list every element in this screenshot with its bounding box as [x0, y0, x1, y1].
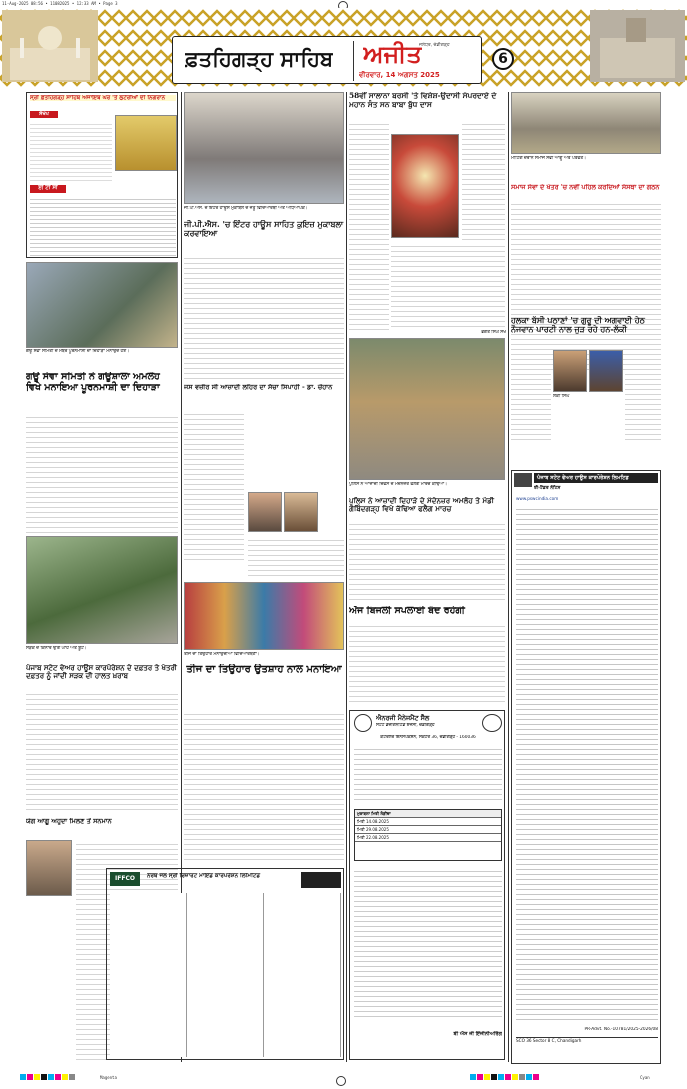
column-rule	[508, 92, 509, 1062]
road-headline: ਪੰਜਾਬ ਸਟੇਟ ਵੇਅਰ ਹਾਊਸ ਕਾਰਪੋਰੇਸ਼ਨ ਦੇ ਦਫ਼ਤਰ ਤੇ ਖੇਤਰੀ ਦਫ਼ਤਰ ਨੂੰ ਜਾਂਦੀ ਸੜਕ ਦੀ ਹਾਲਤ ਖ਼ਰਾਬ	[26, 664, 177, 681]
teej-caption: ਤੀਜ ਦਾ ਤਿਉਹਾਰ ਮਨਾਉਂਦੀਆਂ ਵਿਦਿਆਰਥਣਾਂ।	[184, 652, 260, 657]
warehouse-subtitle: ਈ-ਟੈਂਡਰ ਨੋਟਿਸ	[534, 486, 561, 491]
meeting-photo	[511, 92, 661, 154]
kabaddi-body	[184, 410, 244, 560]
road-photo	[26, 536, 178, 644]
energy-table-row: ਮਿਤੀ 14.08.2025	[355, 818, 501, 826]
house-comp-headline: ਜੀ.ਪੀ.ਐਸ. 'ਚ ਇੰਟਰ ਹਾਊਸ ਸਾਹਿਤ ਕੁਇਜ਼ ਮੁਕਾਬਲਾ ਕਰਵਾਇਆ	[184, 220, 344, 239]
bottom-slug-right: Cyan	[640, 1075, 650, 1080]
barsi-byline: ਭਗਤ ਸਿੰਘ ਸੇਖੋਂ	[481, 330, 506, 335]
barsi-headline: 58ਵੀਂ ਸਾਲਾਨਾ ਬਰਸੀ 'ਤੇ ਵਿਸ਼ੇਸ਼-ਉਦਾਸੀ ਸੰਪਰਦਾਏ ਦੇ ਮਹਾਨ ਸੰਤ ਸਨ ਬਾਬਾ ਬੁੱਧ ਦਾਸ	[349, 92, 497, 109]
gurdwara-body-2	[30, 196, 176, 256]
kabaddi-headline: ਜਸ ਵਜ਼ੀਰ ਸੀ ਆਜ਼ਾਦੀ ਲਹਿਰ ਦਾ ਸੱਚਾ ਸਿਪਾਹੀ - ਡਾ. ਚੌਹਾਨ	[184, 384, 333, 391]
masthead-tagline: ਜਲੰਧਰ, ਚੰਡੀਗੜ੍ਹ	[419, 43, 450, 48]
iffco-badge	[301, 872, 341, 888]
etc-tag: ਈ ਟੀ ਸੀ	[30, 185, 66, 193]
halqa-photo-label: ਲੱਕੀ ਸਿੰਘ	[553, 394, 570, 399]
energy-subtitle: ਸਟੇਟ ਡੈਜ਼ੀਗਨੇਟਿਡ ਏਜੰਸੀ, ਚੰਡੀਗੜ੍ਹ	[376, 723, 435, 728]
warehouse-title: ਪੰਜਾਬ ਸਟੇਟ ਵੇਅਰ ਹਾਊਸ ਕਾਰਪੋਰੇਸ਼ਨ ਲਿਮਟਿਡ	[534, 473, 658, 483]
saint-photo	[391, 134, 459, 238]
masthead-date: ਵੀਰਵਾਰ, 14 ਅਗਸਤ 2025	[359, 71, 440, 79]
iffco-logo: IFFCO	[110, 872, 140, 886]
golden-shrine-photo	[115, 115, 177, 171]
energy-table-head: ਮੁਕਾਬਲਾ ਮਿਤੀ ਲੋੜੀਂਦਾ	[355, 810, 501, 818]
road-caption: ਸੜਕ ਦੇ ਕਿਨਾਰੇ ਉੱਗੇ ਘਾਹ ਅਤੇ ਬੂਟੇ।	[26, 646, 87, 651]
energy-sign-name: ਬੀ ਐਸ ਜੀ ਇੰਜੀਨੀਅਰਿੰਗ	[453, 1031, 502, 1037]
bijli-body	[349, 622, 505, 706]
halqa-body-2	[625, 340, 661, 440]
energy-title: ਐਨਰਜੀ ਮੈਨੇਜਮੈਂਟ ਸੈੱਲ	[376, 714, 430, 722]
sub-label: ਸੰਖੇਪ	[30, 111, 58, 118]
masthead-paper-name: ਅਜੀਤ	[363, 39, 422, 68]
halqa-photo-2	[589, 350, 623, 392]
warehouse-contact: PR-Advt. No.-10781/2025-2026/08	[584, 1027, 658, 1032]
house-comp-photo	[184, 92, 344, 204]
sewa-samiti-photo	[26, 262, 178, 348]
gau-headline: ਗਊ ਸੇਵਾ ਸਮਿਤੀ ਨੇ ਗਊਸ਼ਾਲਾ ਅਮਲੋਹ ਵਿਖੇ ਮਨਾਇਆ ਪੂਰਨਮਾਸ਼ੀ ਦਾ ਦਿਹਾੜਾ	[26, 372, 160, 393]
teej-body	[184, 710, 344, 860]
barsi-body-2	[462, 120, 505, 240]
teej-photo	[184, 582, 344, 650]
energy-body-2	[354, 867, 502, 1017]
halqa-photo-1	[553, 350, 587, 392]
bottom-slug: Magenta	[100, 1075, 117, 1080]
bee-logo-icon	[482, 714, 502, 732]
halqa-body	[511, 340, 551, 440]
masthead-divider	[353, 41, 354, 81]
gurdwara-story	[26, 92, 178, 258]
kabaddi-body-2	[248, 536, 344, 580]
police-body	[349, 520, 505, 602]
masthead-box	[172, 36, 482, 84]
page-number: 6	[492, 48, 514, 70]
house-comp-caption: ਜੀ.ਪੀ.ਐਸ. ਦੇ ਇੰਟਰ ਹਾਊਸ ਮੁਕਾਬਲੇ ਦੇ ਜੇਤੂ ਵਿਦਿਆਰਥੀ ਅਤੇ ਅਧਿਆਪਕ।	[184, 206, 308, 211]
print-slug: 11-Aug-2025 08:56 • 11082025 • 12:33 AM • Page 3	[2, 1, 118, 6]
energy-ad	[349, 710, 505, 1060]
masthead-city: ਫ਼ਤਹਿਗੜ੍ਹ ਸਾਹਿਬ	[185, 46, 334, 71]
road-body	[26, 690, 178, 810]
iffco-table	[110, 893, 342, 1057]
barsi-body-3	[391, 242, 505, 330]
registration-mark-icon	[336, 1076, 346, 1086]
energy-org: ਕੰਟਰੋਲਰ ਇਨਸਪੈਕਸ਼ਨ, ਸੈਕਟਰ 36, ਚੰਡੀਗੜ੍ਹ - 160036	[380, 735, 476, 740]
portrait-photo	[26, 840, 72, 896]
energy-table-row: ਮਿਤੀ 22.08.2025	[355, 834, 501, 842]
flag-march-photo	[349, 338, 505, 480]
short-headline: ਯੋਗ ਆਗੂ ਅਹੁਦਾ ਮਿਲਣ ਤੋਂ ਸਨਮਾਨ	[26, 818, 112, 825]
warehouse-link[interactable]: www.pswcindia.com	[516, 496, 559, 501]
iffco-title: ਨੋਰਥ ਜਲ ਸ੍ਰੀ ਰਿਜ਼ਾਰਟ ਮਾਇੰਡ ਕਾਰਪੋਰੇਸ਼ਨ ਲਿਮਿਟਿਡ	[147, 873, 261, 879]
gurdwara-headline: ਸ੍ਰੀ ਫ਼ਤਹਿਗੜ੍ਹ ਸਾਹਿਬ ਅਜਾਇਬ ਘਰ 'ਤੇ ਲੁਟੇਰੀਆਂ ਦੀ ਨਿਗਰਾਨ	[30, 95, 176, 101]
gau-caption: ਗਊ ਸੇਵਾ ਸਮਿਤੀ ਦੇ ਮੈਂਬਰ ਪੂਰਨਮਾਸ਼ੀ ਦਾ ਦਿਹਾੜਾ ਮਨਾਉਂਦੇ ਹੋਏ।	[26, 349, 130, 354]
right-top-headline: ਸਮਾਜ ਸੇਵਾ ਦੇ ਖੇਤਰ 'ਚ ਨਵੀਂ ਪਹਿਲ ਕਰਦਿਆਂ ਸੰਸਥਾ ਦਾ ਗਠਨ	[511, 184, 660, 191]
warehouse-ad	[511, 470, 661, 1064]
warehouse-footer: SCO 36 Sector 8 C, Chandigarh	[516, 1037, 658, 1057]
leader-photo-1	[248, 492, 282, 532]
warehouse-body	[516, 505, 658, 1023]
bijli-headline: ਅੱਜ ਬਿਜਲੀ ਸਪਲਾਈ ਬੰਦ ਰਹੇਗੀ	[349, 606, 465, 616]
state-emblem-icon	[354, 714, 372, 732]
energy-body	[354, 745, 502, 801]
barsi-body	[349, 120, 389, 330]
energy-table-row: ਮਿਤੀ 29.08.2025	[355, 826, 501, 834]
halqa-headline: ਹਲਕਾ ਬੱਸੀ ਪਠਾਣਾਂ 'ਚ ਗੁਰੂ ਦੀ ਅਗਵਾਈ ਹੇਠ ਨੌਜਵਾਨ ਪਾਰਟੀ ਨਾਲ ਜੁੜ ਰਹੇ ਹਨ-ਲੱਕੀ	[511, 316, 645, 335]
leader-photo-2	[284, 492, 318, 532]
column-rule	[346, 92, 347, 1062]
warehouse-logo-icon	[514, 473, 532, 487]
teej-headline: ਤੀਜ ਦਾ ਤਿਉਹਾਰ ਉਤਸ਼ਾਹ ਨਾਲ ਮਨਾਇਆ	[186, 664, 342, 675]
house-comp-body	[184, 254, 344, 380]
gurdwara-body	[30, 121, 112, 181]
iffco-ad	[106, 868, 344, 1060]
police-caption: ਪੁਲਿਸ ਨੇ ਆਜ਼ਾਦੀ ਦਿਵਸ ਦੇ ਮੱਦੇਨਜ਼ਰ ਫਲੈਗ ਮਾਰਚ ਕੱਢਿਆ।	[349, 482, 447, 487]
energy-table	[354, 809, 502, 861]
police-headline: ਪੁਲਿਸ ਨੇ ਆਜ਼ਾਦੀ ਦਿਹਾੜੇ ਦੇ ਮੱਦੇਨਜ਼ਰ ਅਮਲੋਹ ਤੇ ਮੰਡੀ ਗੋਬਿੰਦਗੜ੍ਹ ਵਿਖੇ ਕੱਢਿਆ ਫਲੈਗ ਮਾਰਚ	[349, 497, 495, 514]
right-top-caption: ਮੀਟਿੰਗ ਦੌਰਾਨ ਸਮਾਜ ਸੇਵੀ ਆਗੂ ਅਤੇ ਪਤਵੰਤੇ।	[511, 156, 587, 161]
